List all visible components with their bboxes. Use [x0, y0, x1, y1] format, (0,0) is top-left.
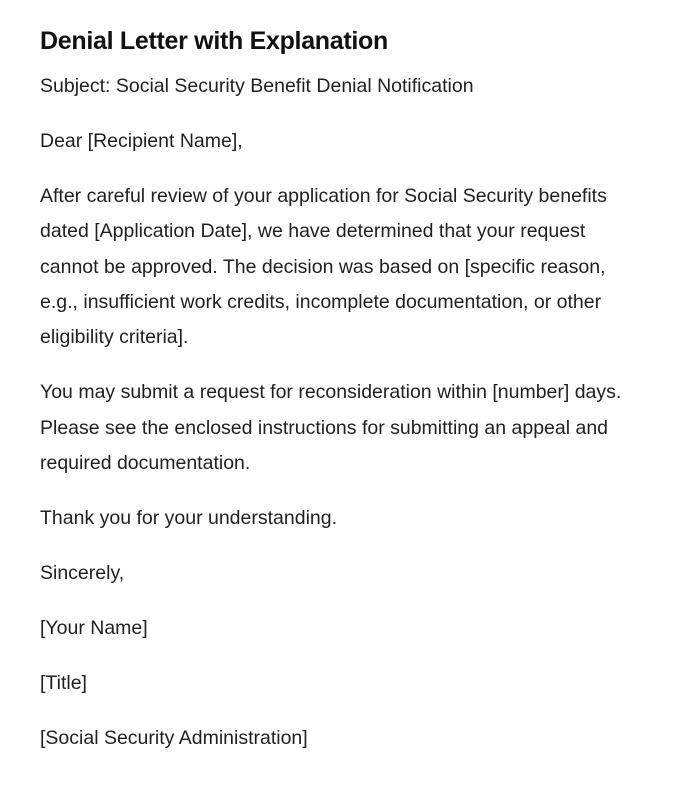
document-title: Denial Letter with Explanation — [40, 27, 388, 55]
organization-name: [Social Security Administration] — [40, 727, 308, 750]
subject-line: Subject: Social Security Benefit Denial Notification — [40, 75, 474, 97]
salutation: Dear [Recipient Name], — [40, 130, 243, 152]
body-paragraph-appeal: You may submit a request for reconsideration within [number] days. Please see the enclosed instructions for submitting an appeal and required documentation. — [40, 381, 622, 475]
thanks-line: Thank you for your understanding. — [40, 507, 338, 530]
body-paragraph-decision: After careful review of your application for Social Security benefits dated [Application Date], we have determined that your request cannot be approved. The decision was based on [specific reason, e.g., insufficient work credits, incomplete documentation, or other eligibility criteria]. — [40, 185, 607, 349]
signer-title: [Title] — [40, 672, 87, 695]
signer-name: [Your Name] — [40, 617, 148, 640]
closing-line: Sincerely, — [40, 562, 125, 585]
